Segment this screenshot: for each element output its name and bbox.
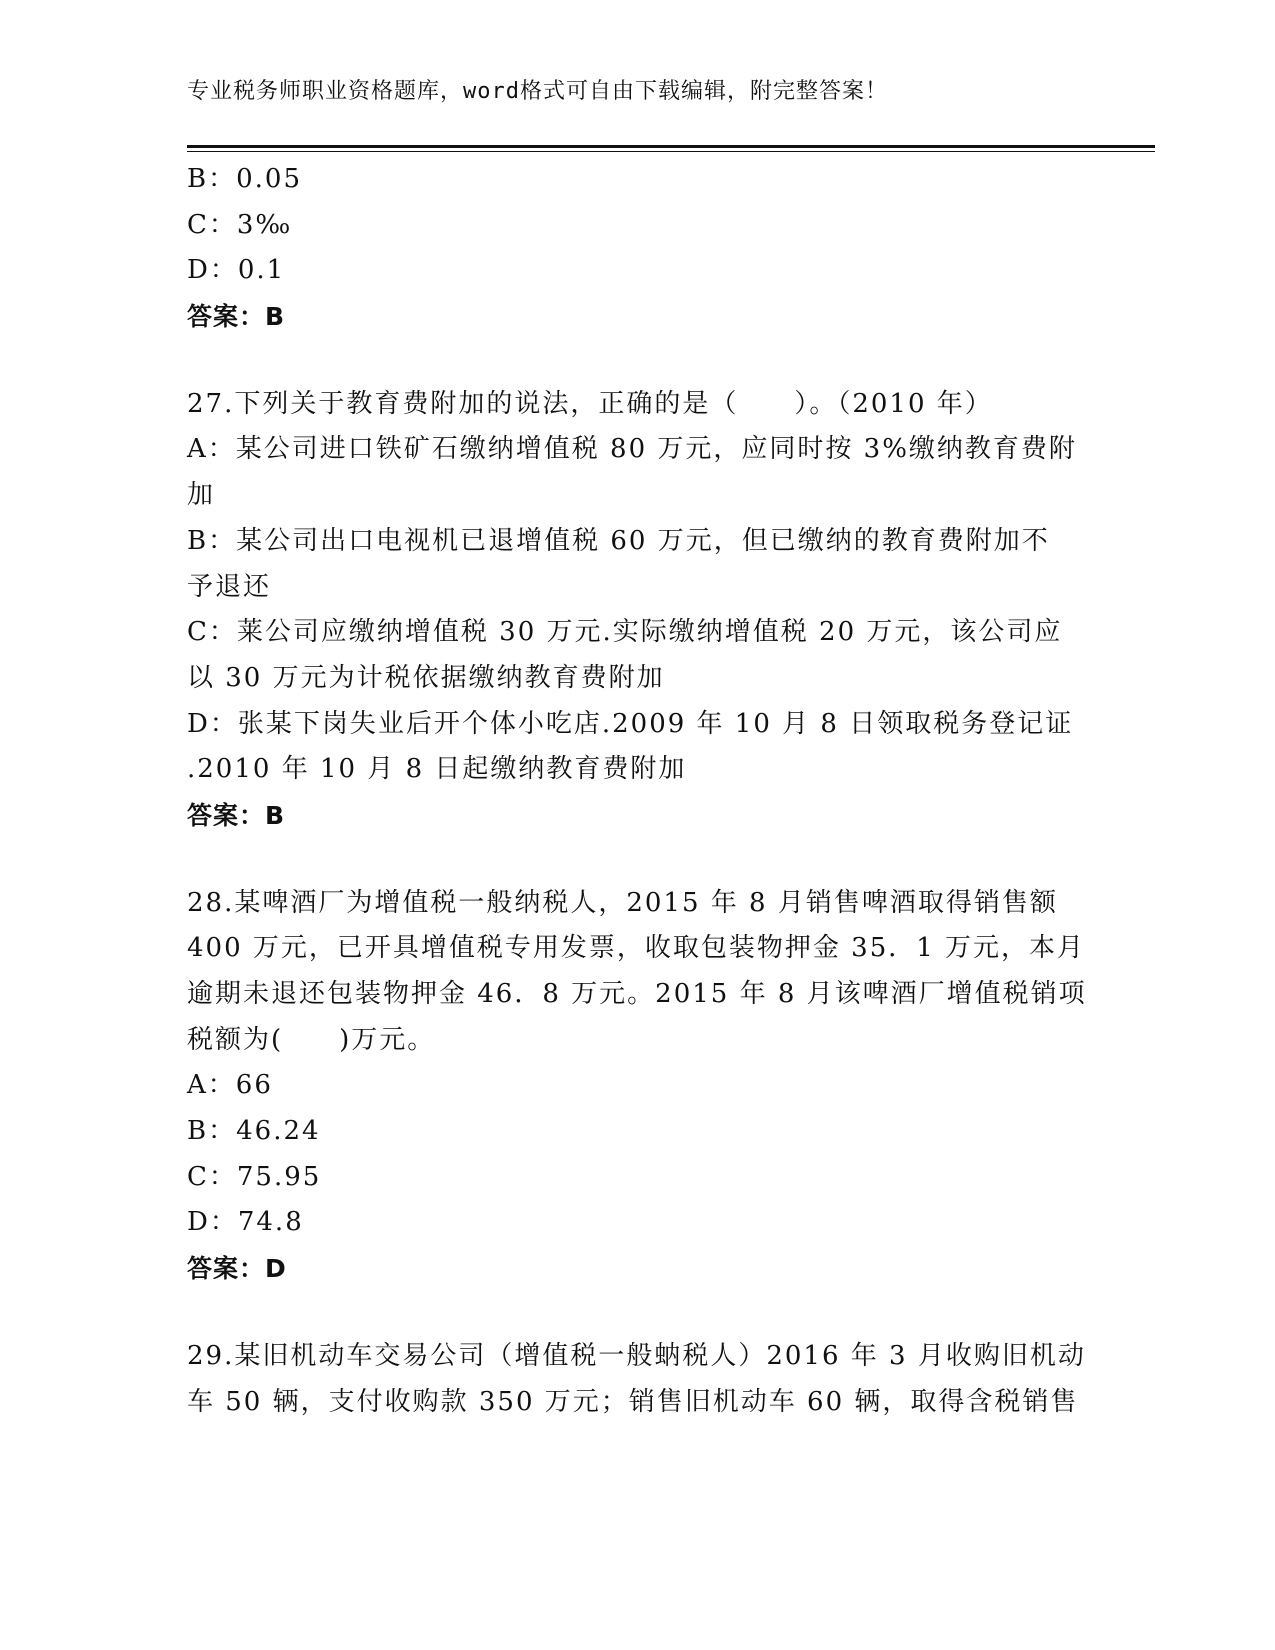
spacer [187, 839, 1097, 881]
option-b-cont: 予退还 [187, 571, 272, 602]
header-rule-thin [187, 151, 1155, 152]
question-stem: 29.某旧机动车交易公司（增值税一般蚋税人）2016 年 3 月收购旧机动 [187, 1340, 1086, 1371]
option-b: B：0.05 [187, 164, 302, 194]
question-27 [187, 382, 1097, 839]
option-c: C：75.95 [187, 1161, 322, 1192]
question-28 [187, 881, 1097, 1292]
header-rule-thick [187, 145, 1155, 148]
option-d: D：0.1 [187, 255, 286, 286]
option-d-cont: .2010 年 10 月 8 日起缴纳教育费附加 [187, 754, 687, 785]
page-header: 专业税务师职业资格题库，word格式可自由下载编辑，附完整答案！ [187, 79, 888, 104]
answer: 答案：D [187, 1254, 287, 1284]
option-c: C：3‰ [187, 209, 293, 240]
option-c-cont: 以 30 万元为计税依据缴纳教育费附加 [187, 662, 665, 693]
question-content [187, 157, 1097, 1425]
answer: 答案：B [187, 800, 286, 830]
question-stem-cont: 逾期未退还包装物押金 46．8 万元。2015 年 8 月该啤酒厂增值税销项 [187, 979, 1087, 1009]
question-stem-cont: 税额为( )万元。 [187, 1024, 436, 1055]
option-d: D：74.8 [187, 1207, 304, 1238]
option-a: A：66 [187, 1070, 273, 1101]
question-stem: 28.某啤酒厂为增值税一般纳税人，2015 年 8 月销售啤酒取得销售额 [187, 887, 1058, 918]
option-d: D：张某下岗失业后开个体小吃店.2009 年 10 月 8 日领取税务登记证 [187, 708, 1074, 739]
question-stem-cont: 400 万元，已开具增值税专用发票，收取包装物押金 35．1 万元，本月 [187, 933, 1086, 964]
question-stem: 27.下列关于教育费附加的说法，正确的是（ ）。（2010 年） [187, 388, 993, 419]
option-b: B：46.24 [187, 1116, 321, 1147]
option-a-cont: 加 [187, 480, 216, 511]
question-stem-cont: 车 50 辆，支付收购款 350 万元；销售旧机动车 60 辆，取得含税销售 [187, 1386, 1079, 1417]
option-a: A：某公司进口铁矿石缴纳增值税 80 万元，应同时按 3%缴纳教育费附 [187, 434, 1077, 465]
question-29 [187, 1334, 1097, 1425]
question-26-tail [187, 157, 1097, 340]
option-c: C：莱公司应缴纳增值税 30 万元.实际缴纳增值税 20 万元，该公司应 [187, 617, 1063, 648]
option-b: B：某公司出口电视机已退增值税 60 万元，但已缴纳的教育费附加不 [187, 525, 1050, 556]
answer: 答案：B [187, 302, 286, 332]
spacer [187, 340, 1097, 382]
spacer [187, 1292, 1097, 1334]
